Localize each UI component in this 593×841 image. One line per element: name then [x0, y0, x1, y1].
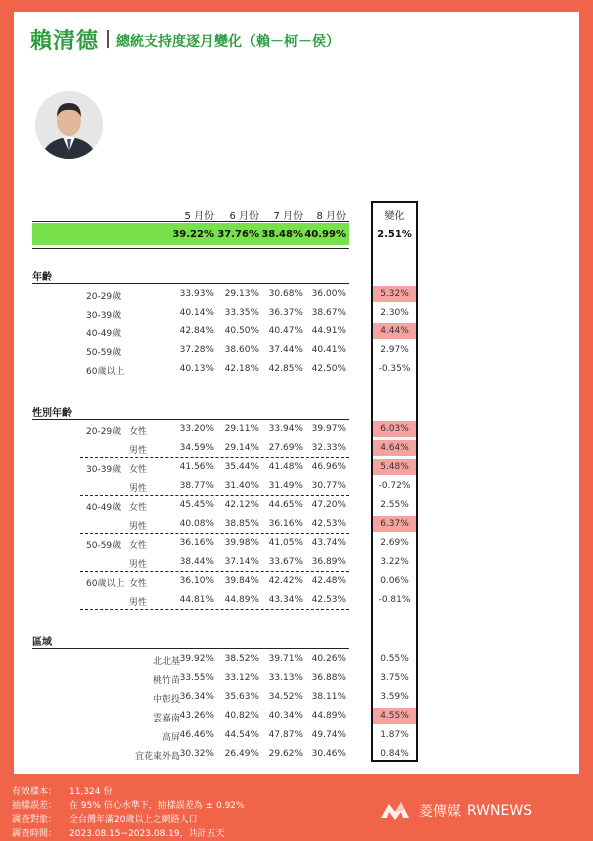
value-cell: 45.45%: [179, 500, 214, 510]
change-cell: 4.64%: [373, 440, 416, 456]
value-cell: 36.34%: [179, 692, 214, 702]
gender-label: 女性: [129, 541, 148, 551]
survey-info: [12, 785, 245, 841]
value-cell: 42.12%: [224, 500, 259, 510]
group-divider: [80, 495, 349, 496]
month-header: 5 月份: [184, 211, 214, 222]
value-cell: 29.62%: [268, 749, 303, 759]
section-rule: [32, 419, 349, 420]
brand-logo: [379, 798, 532, 824]
survey-info-label: 調查對象：: [12, 815, 58, 825]
value-cell: 47.87%: [268, 730, 303, 740]
change-cell: 1.87%: [380, 730, 409, 740]
value-cell: 39.71%: [268, 654, 303, 664]
value-cell: 29.11%: [224, 424, 259, 434]
change-cell: 3.75%: [380, 673, 409, 683]
title-divider: [107, 30, 109, 48]
age-label: 30-39歲: [86, 311, 122, 321]
month-header: 7 月份: [273, 211, 303, 222]
value-cell: 29.14%: [224, 443, 259, 453]
value-cell: 41.56%: [179, 462, 214, 472]
gender-age-group: 50-59歲: [86, 541, 122, 551]
value-cell: 33.93%: [179, 289, 214, 299]
overall-value: 40.99%: [304, 229, 346, 240]
value-cell: 44.81%: [179, 595, 214, 605]
value-cell: 40.50%: [224, 326, 259, 336]
gender-label: 男性: [129, 484, 148, 494]
brand-name-en: RWNEWS: [467, 803, 533, 819]
value-cell: 34.59%: [179, 443, 214, 453]
change-header: 變化: [384, 211, 405, 222]
survey-info-row: [12, 827, 245, 841]
value-cell: 30.77%: [311, 481, 346, 491]
overall-value: 37.76%: [217, 229, 259, 240]
brand-name-cn: 菱傳媒: [419, 804, 461, 820]
section-gender-age: 性別年齡: [32, 408, 72, 419]
rw-logo-icon: [379, 798, 413, 824]
value-cell: 40.82%: [224, 711, 259, 721]
value-cell: 43.74%: [311, 538, 346, 548]
value-cell: 44.91%: [311, 326, 346, 336]
overall-value: 39.22%: [172, 229, 214, 240]
group-divider: [80, 457, 349, 458]
value-cell: 39.98%: [224, 538, 259, 548]
header-rule: [32, 221, 349, 222]
age-label: 40-49歲: [86, 329, 122, 339]
change-cell: 3.22%: [380, 557, 409, 567]
value-cell: 33.55%: [179, 673, 214, 683]
change-cell: -0.35%: [378, 364, 411, 374]
change-cell: -0.81%: [378, 595, 411, 605]
value-cell: 46.96%: [311, 462, 346, 472]
gender-label: 男性: [129, 560, 148, 570]
gender-label: 女性: [129, 579, 148, 589]
region-label: 中彰投: [152, 695, 180, 705]
overall-value: 38.48%: [261, 229, 303, 240]
value-cell: 33.67%: [268, 557, 303, 567]
survey-info-row: [12, 799, 245, 813]
value-cell: 44.65%: [268, 500, 303, 510]
value-cell: 41.05%: [268, 538, 303, 548]
value-cell: 40.08%: [179, 519, 214, 529]
value-cell: 27.69%: [268, 443, 303, 453]
survey-info-value: 全台灣年滿20歲以上之網路人口: [69, 815, 198, 825]
value-cell: 40.26%: [311, 654, 346, 664]
value-cell: 41.48%: [268, 462, 303, 472]
value-cell: 44.89%: [311, 711, 346, 721]
section-rule: [32, 648, 349, 649]
candidate-portrait: [35, 91, 103, 159]
value-cell: 40.13%: [179, 364, 214, 374]
value-cell: 38.11%: [311, 692, 346, 702]
value-cell: 38.60%: [224, 345, 259, 355]
region-label: 桃竹苗: [152, 676, 180, 686]
value-cell: 37.14%: [224, 557, 259, 567]
value-cell: 38.67%: [311, 308, 346, 318]
value-cell: 35.44%: [224, 462, 259, 472]
gender-label: 女性: [129, 427, 148, 437]
value-cell: 35.63%: [224, 692, 259, 702]
section-rule: [32, 283, 349, 284]
change-cell: 0.55%: [380, 654, 409, 664]
group-divider: [80, 609, 349, 610]
gender-label: 男性: [129, 446, 148, 456]
value-cell: 36.10%: [179, 576, 214, 586]
value-cell: 33.35%: [224, 308, 259, 318]
value-cell: 42.42%: [268, 576, 303, 586]
change-cell: 4.44%: [373, 323, 416, 339]
value-cell: 37.44%: [268, 345, 303, 355]
survey-info-label: 調查時間：: [12, 829, 58, 839]
age-label: 50-59歲: [86, 348, 122, 358]
gender-age-group: 30-39歲: [86, 465, 122, 475]
change-cell: -0.72%: [378, 481, 411, 491]
value-cell: 44.89%: [224, 595, 259, 605]
value-cell: 43.26%: [179, 711, 214, 721]
value-cell: 36.16%: [268, 519, 303, 529]
value-cell: 38.85%: [224, 519, 259, 529]
value-cell: 42.53%: [311, 519, 346, 529]
page-title: 賴清德: [30, 29, 100, 54]
value-cell: 32.33%: [311, 443, 346, 453]
change-cell: 0.84%: [380, 749, 409, 759]
survey-info-row: [12, 785, 245, 799]
change-cell: 2.55%: [380, 500, 409, 510]
value-cell: 39.84%: [224, 576, 259, 586]
value-cell: 42.53%: [311, 595, 346, 605]
value-cell: 30.32%: [179, 749, 214, 759]
survey-info-value: 2023.08.15~2023.08.19，共計五天: [69, 829, 225, 839]
gender-age-group: 20-29歲: [86, 427, 122, 437]
gender-label: 男性: [129, 598, 148, 608]
value-cell: 29.13%: [224, 289, 259, 299]
value-cell: 31.49%: [268, 481, 303, 491]
value-cell: 36.00%: [311, 289, 346, 299]
value-cell: 37.28%: [179, 345, 214, 355]
value-cell: 33.94%: [268, 424, 303, 434]
value-cell: 40.34%: [268, 711, 303, 721]
overall-change: 2.51%: [377, 229, 412, 240]
value-cell: 43.34%: [268, 595, 303, 605]
region-label: 雲嘉南: [152, 714, 180, 724]
change-cell: 0.06%: [380, 576, 409, 586]
value-cell: 47.20%: [311, 500, 346, 510]
value-cell: 40.14%: [179, 308, 214, 318]
value-cell: 33.12%: [224, 673, 259, 683]
value-cell: 40.41%: [311, 345, 346, 355]
age-label: 20-29歲: [86, 292, 122, 302]
gender-age-group: 60歲以上: [86, 579, 125, 589]
month-header: 8 月份: [316, 211, 346, 222]
value-cell: 42.84%: [179, 326, 214, 336]
group-divider: [80, 533, 349, 534]
gender-age-group: 40-49歲: [86, 503, 122, 513]
value-cell: 30.68%: [268, 289, 303, 299]
change-cell: 5.32%: [373, 286, 416, 302]
survey-info-value: 在 95% 信心水準下，抽樣誤差為 ± 0.92%: [69, 801, 245, 811]
value-cell: 38.77%: [179, 481, 214, 491]
overall-rule: [32, 248, 349, 249]
value-cell: 36.16%: [179, 538, 214, 548]
value-cell: 38.52%: [224, 654, 259, 664]
value-cell: 33.13%: [268, 673, 303, 683]
survey-info-row: [12, 813, 245, 827]
change-cell: 6.03%: [373, 421, 416, 437]
page-subtitle: 總統支持度逐月變化（賴－柯－侯）: [116, 34, 340, 50]
section-age: 年齡: [32, 272, 52, 283]
value-cell: 44.54%: [224, 730, 259, 740]
value-cell: 38.44%: [179, 557, 214, 567]
gender-label: 女性: [129, 503, 148, 513]
value-cell: 42.48%: [311, 576, 346, 586]
change-cell: 4.55%: [373, 708, 416, 724]
value-cell: 42.85%: [268, 364, 303, 374]
survey-info-value: 11,324 份: [69, 787, 113, 797]
region-label: 高屏: [161, 733, 180, 743]
value-cell: 34.52%: [268, 692, 303, 702]
value-cell: 36.89%: [311, 557, 346, 567]
value-cell: 36.37%: [268, 308, 303, 318]
value-cell: 33.20%: [179, 424, 214, 434]
value-cell: 36.88%: [311, 673, 346, 683]
value-cell: 30.46%: [311, 749, 346, 759]
change-cell: 5.48%: [373, 459, 416, 475]
value-cell: 40.47%: [268, 326, 303, 336]
value-cell: 26.49%: [224, 749, 259, 759]
change-cell: 3.59%: [380, 692, 409, 702]
survey-info-label: 有效樣本：: [12, 787, 58, 797]
age-label: 60歲以上: [86, 367, 125, 377]
change-cell: 2.30%: [380, 308, 409, 318]
value-cell: 46.46%: [179, 730, 214, 740]
value-cell: 39.97%: [311, 424, 346, 434]
value-cell: 42.18%: [224, 364, 259, 374]
gender-label: 女性: [129, 465, 148, 475]
region-label: 宜花東外島: [134, 752, 180, 762]
change-cell: 2.97%: [380, 345, 409, 355]
value-cell: 31.40%: [224, 481, 259, 491]
region-label: 北北基: [152, 657, 180, 667]
section-region: 區域: [32, 637, 52, 648]
change-cell: 2.69%: [380, 538, 409, 548]
month-header: 6 月份: [229, 211, 259, 222]
survey-info-label: 抽樣誤差：: [12, 801, 58, 811]
gender-label: 男性: [129, 522, 148, 532]
change-cell: 6.37%: [373, 516, 416, 532]
value-cell: 42.50%: [311, 364, 346, 374]
value-cell: 49.74%: [311, 730, 346, 740]
group-divider: [80, 571, 349, 572]
value-cell: 39.92%: [179, 654, 214, 664]
